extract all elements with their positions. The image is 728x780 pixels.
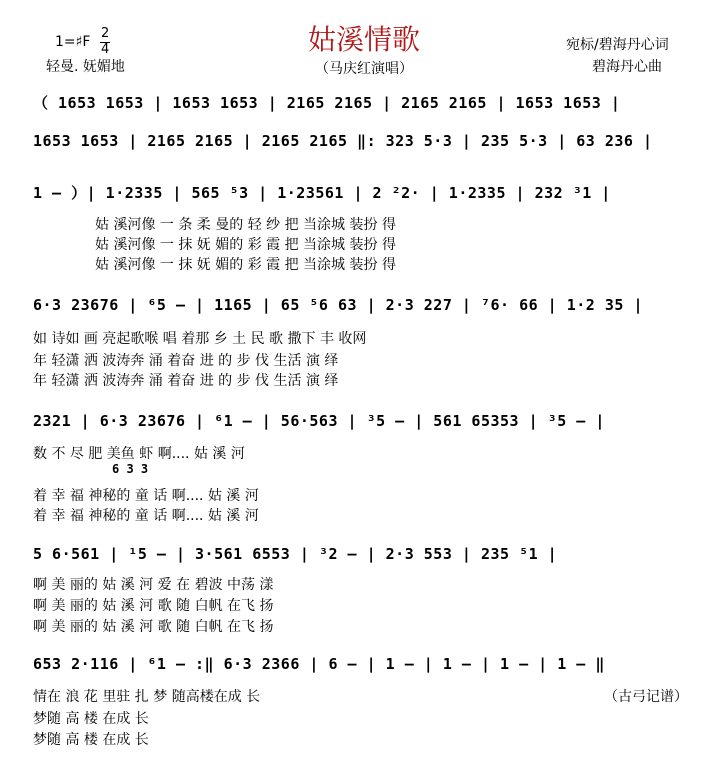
score-system-6: 5 6·561 | ¹5 – | 3·561 6553 | ³2 – | 2·3 553 | 235 ⁵1 | [33,545,558,563]
lyric-line: 啊 美 丽的 姑 溪 河 歌 随 白帆 在飞 扬 [33,619,274,635]
lyric-line: 梦随 高 楼 在成 长 [33,732,149,748]
lyric-line: 姑 溪河像 一 条 柔 曼的 轻 纱 把 当涂城 装扮 得 [95,217,396,233]
lyric-line: 啊 美 丽的 姑 溪 河 爱 在 碧波 中荡 漾 [33,577,274,593]
lyric-line: 啊 美 丽的 姑 溪 河 歌 随 白帆 在飞 扬 [33,598,274,614]
transcriber-note: （古弓记谱） [604,689,688,705]
lyric-line: 梦随 高 楼 在成 长 [33,711,149,727]
song-title: 姑溪情歌 [307,23,420,56]
lyric-line: 年 轻潇 洒 波涛奔 涌 着奋 进 的 步 伐 生活 演 绎 [33,353,339,369]
lyric-line: 姑 溪河像 一 抹 妩 媚的 彩 霞 把 当涂城 装扮 得 [95,257,396,273]
variant-notes: 6 3 3 [112,462,149,476]
lyric-line: 情在 浪 花 里驻 扎 梦 随高楼在成 长 [33,689,261,705]
score-system-3: 1 – ）| 1·2335 | 565 ⁵3 | 1·23561 | 2 ²2· | 1·2335 | 232 ³1 | [33,184,611,202]
time-signature-bottom: 4 [101,42,110,57]
lyric-line: 如 诗如 画 亮起歌喉 唱 着那 乡 土 民 歌 撒下 丰 收网 [33,331,367,347]
composer-credit: 碧海丹心曲 [592,59,662,75]
score-system-7: 653 2·116 | ⁶1 – :‖ 6·3 2366 | 6 – | 1 – | 1 – | 1 – | 1 – ‖ [33,655,605,673]
lyricist-credit: 宛标/碧海丹心词 [566,37,669,53]
lyric-line: 着 幸 福 神秘的 童 话 啊.... 姑 溪 河 [33,488,259,504]
score-system-5: 2321 | 6·3 23676 | ⁶1 – | 56·563 | ³5 – | 561 65353 | ³5 – | [33,412,605,430]
score-system-2: 1653 1653 | 2165 2165 | 2165 2165 ‖: 323 5·3 | 235 5·3 | 63 236 | [33,132,653,150]
score-system-1: （ 1653 1653 | 1653 1653 | 2165 2165 | 2165 2165 | 1653 1653 | [33,94,621,112]
lyric-line: 年 轻潇 洒 波涛奔 涌 着奋 进 的 步 伐 生活 演 绎 [33,373,339,389]
key-signature: 1=♯F [55,34,91,50]
time-signature-top: 2 [101,26,110,41]
tempo-marking: 轻曼. 妩媚地 [46,59,125,75]
lyric-line: 着 幸 福 神秘的 童 话 啊.... 姑 溪 河 [33,508,259,524]
singer-credit: （马庆红演唱） [315,61,413,77]
lyric-line: 数 不 尽 肥 美鱼 虾 啊.... 姑 溪 河 [33,446,245,462]
score-system-4: 6·3 23676 | ⁶5 – | 1165 | 65 ⁵6 63 | 2·3 227 | ⁷6· 66 | 1·2 35 | [33,296,643,314]
lyric-line: 姑 溪河像 一 抹 妩 媚的 彩 霞 把 当涂城 装扮 得 [95,237,396,253]
